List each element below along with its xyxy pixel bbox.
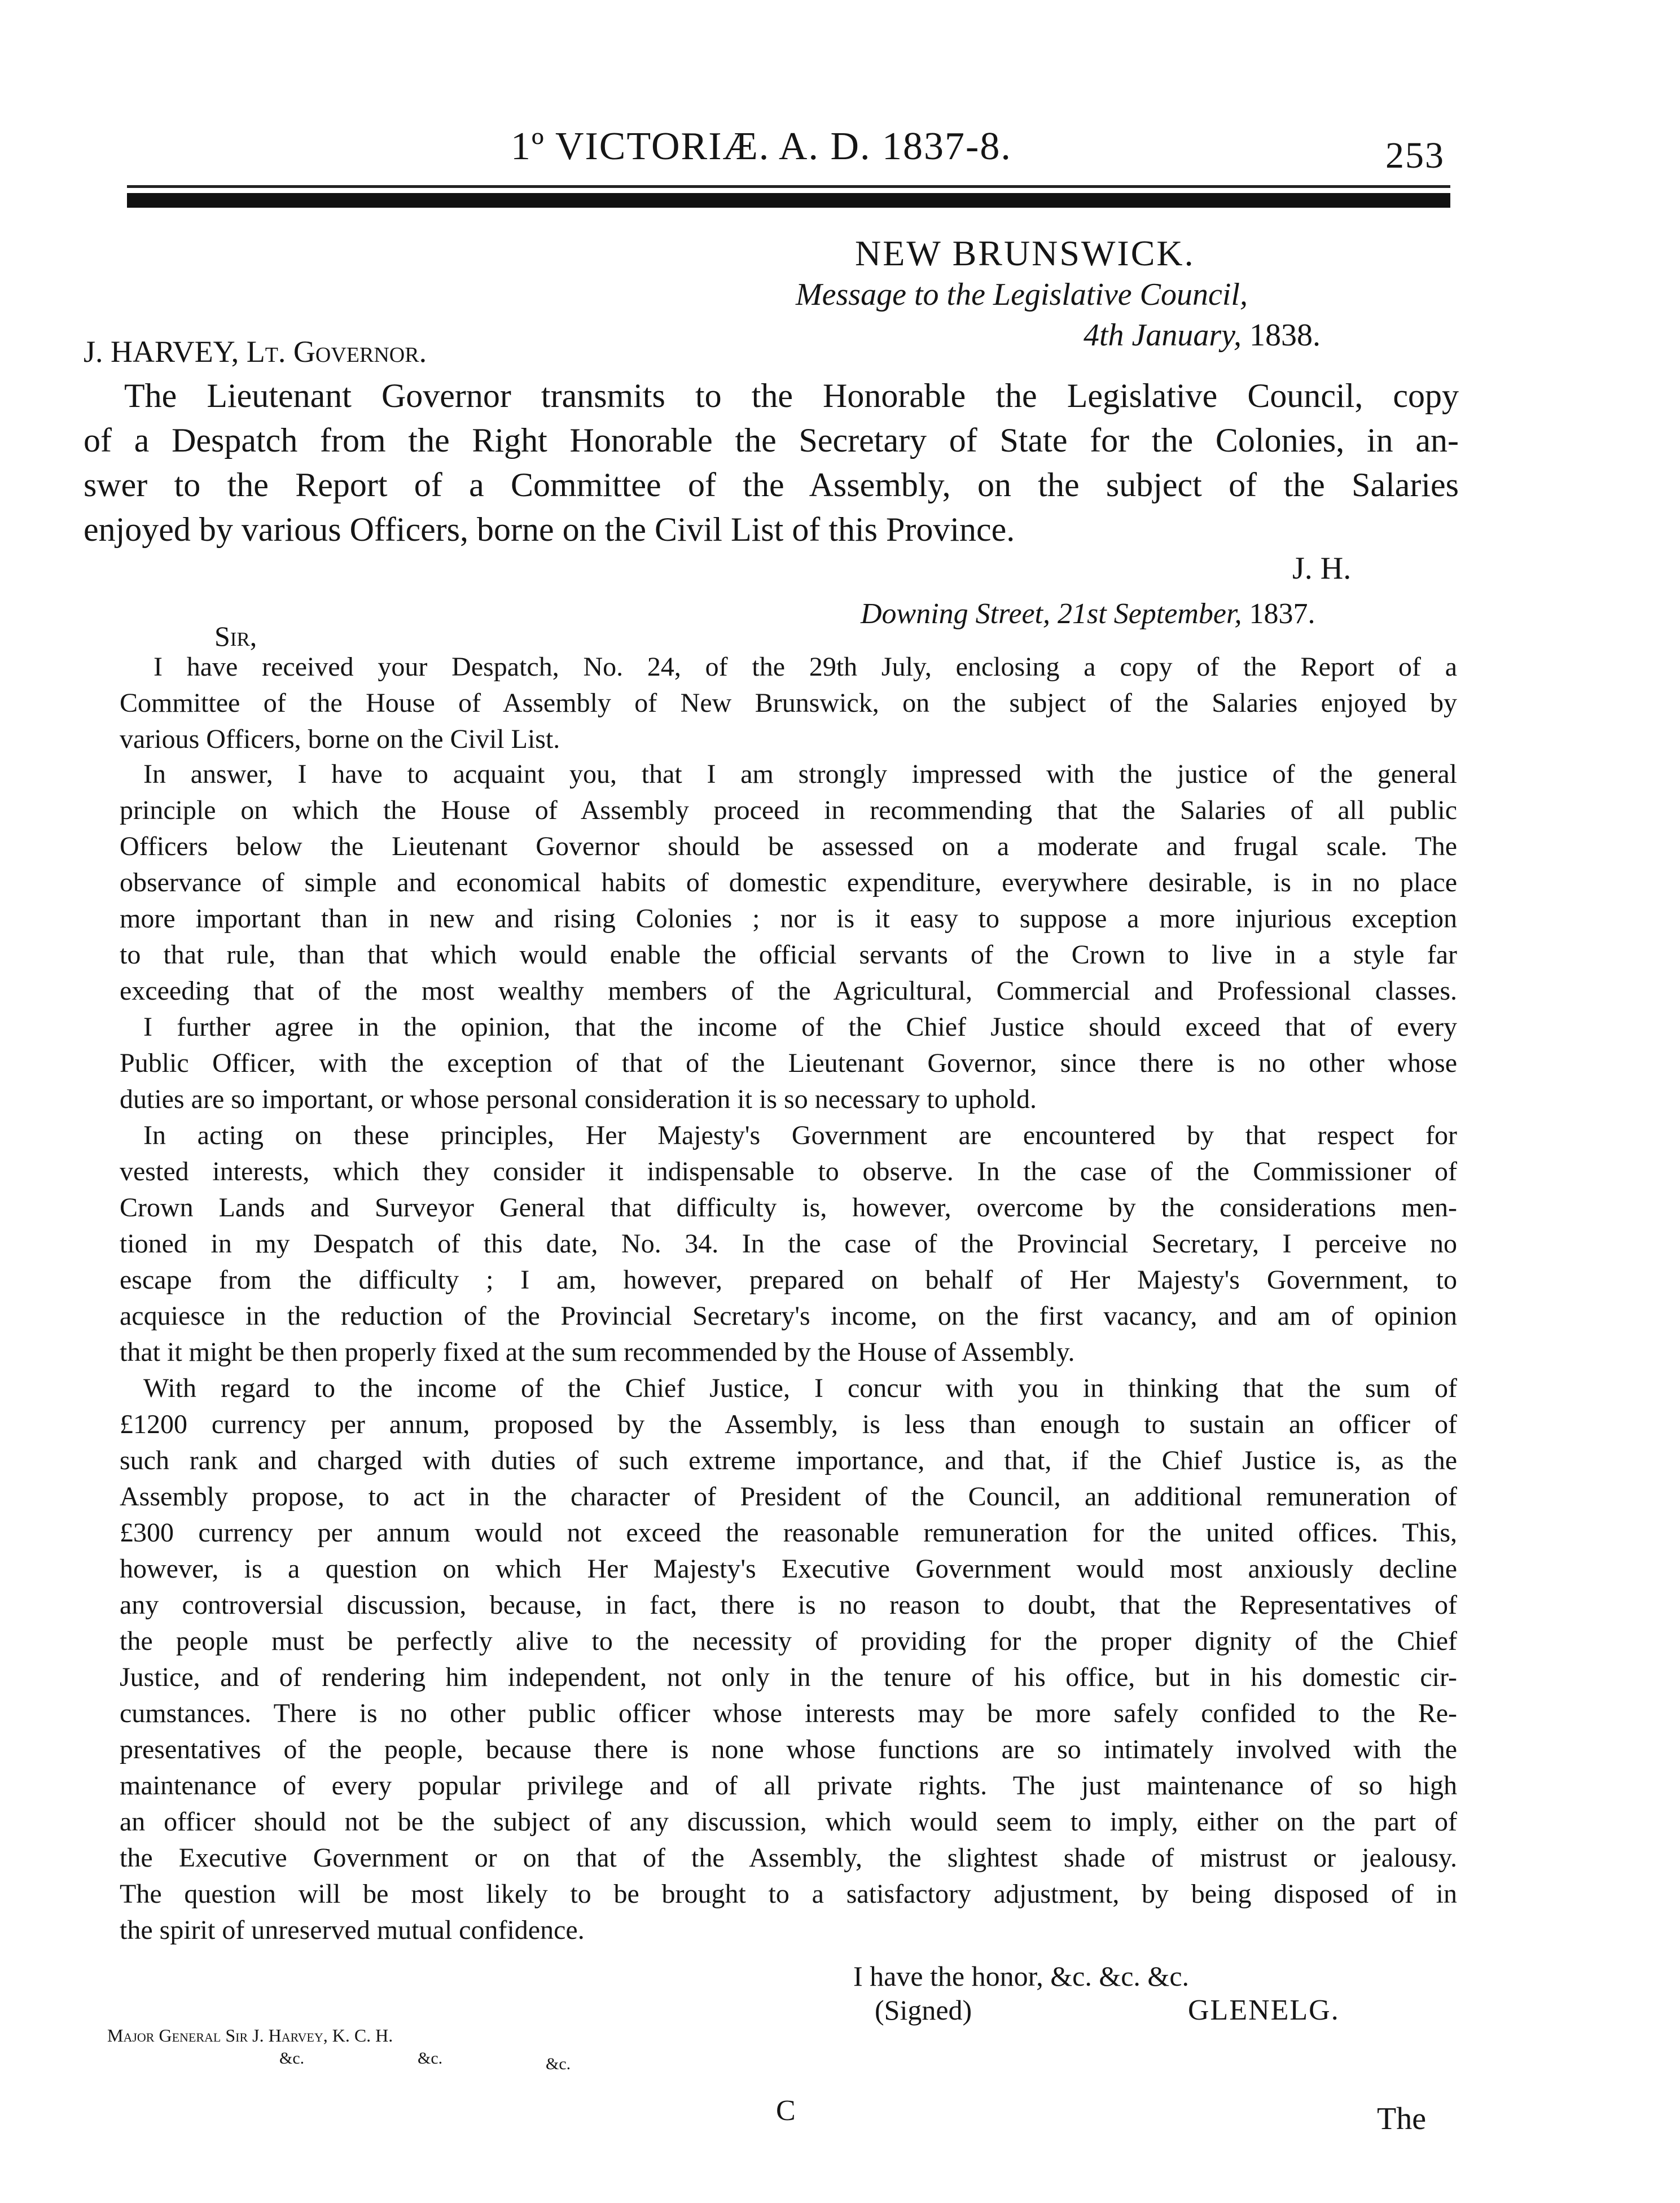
message-initials: J. H. (1292, 551, 1352, 586)
despatch-line: maintenance of every popular privilege and of all private rights. The just maintenance of so high (120, 1771, 1457, 1801)
addressee-etc: &c. (279, 2049, 305, 2068)
message-line: swer to the Report of a Committee of the Assembly, on the subject of the Salaries (84, 466, 1459, 503)
header-rule-thin (127, 185, 1450, 188)
despatch-line-last: that it might be then properly fixed at the sum recommended by the House of Assembly. (120, 1337, 1075, 1367)
place-heading: NEW BRUNSWICK. (855, 233, 1195, 273)
despatch-line: escape from the difficulty ; I am, however, prepared on behalf of Her Majesty's Government, to (120, 1265, 1457, 1295)
addressee: Major General Sir J. Harvey, K. C. H. (107, 2025, 393, 2046)
despatch-line: more important than in new and rising Colonies ; nor is it easy to suppose a more injurious exception (120, 904, 1457, 934)
despatch-line: With regard to the income of the Chief Justice, I concur with you in thinking that the sum of (143, 1373, 1457, 1403)
message-date-day: 4th January, (1084, 318, 1242, 353)
despatch-line: acquiesce in the reduction of the Provincial Secretary's income, on the first vacancy, and am of opinion (120, 1301, 1457, 1331)
despatch-line: Committee of the House of Assembly of New Brunswick, on the subject of the Salaries enjoyed by (120, 688, 1457, 718)
despatch-line-last: the spirit of unreserved mutual confidence. (120, 1915, 585, 1945)
despatch-line: however, is a question on which Her Majesty's Executive Government would most anxiously decline (120, 1554, 1457, 1584)
message-date-year: 1838. (1249, 318, 1321, 353)
despatch-line: the Executive Government or on that of the Assembly, the slightest shade of mistrust or jealousy. (120, 1843, 1457, 1873)
signature-mark: C (776, 2095, 796, 2127)
despatch-line: In answer, I have to acquaint you, that I am strongly impressed with the justice of the general (143, 759, 1457, 789)
despatch-line: vested interests, which they consider it indispensable to observe. In the case of the Commissioner of (120, 1157, 1457, 1186)
despatch-line: Officers below the Lieutenant Governor should be assessed on a moderate and frugal scale. The (120, 831, 1457, 861)
closing-formula: I have the honor, &c. &c. &c. (853, 1960, 1190, 1992)
despatch-line: the people must be perfectly alive to the necessity of providing for the proper dignity of the Chief (120, 1626, 1457, 1656)
despatch-line: principle on which the House of Assembly proceed in recommending that the Salaries of all public (120, 795, 1457, 825)
despatch-line: I further agree in the opinion, that the income of the Chief Justice should exceed that of every (143, 1012, 1457, 1042)
addressee-etc: &c. (546, 2055, 571, 2073)
despatch-dateline (861, 597, 1315, 630)
dateline-year: 1837. (1249, 598, 1315, 630)
despatch-line: Crown Lands and Surveyor General that difficulty is, however, overcome by the considerations men- (120, 1193, 1457, 1223)
despatch-line: In acting on these principles, Her Majesty's Government are encountered by that respect for (143, 1120, 1457, 1150)
addressee-etc: &c. (418, 2049, 443, 2068)
salutation: Sir, (214, 620, 257, 652)
dateline-place: Downing Street, 21st September, (861, 598, 1242, 630)
despatch-line: I have received your Despatch, No. 24, of the 29th July, enclosing a copy of the Report of a (153, 652, 1457, 682)
despatch-line: tioned in my Despatch of this date, No. 34. In the case of the Provincial Secretary, I perceive no (120, 1229, 1457, 1259)
message-signatory: J. HARVEY, Lt. Governor. (84, 335, 427, 369)
despatch-line: cumstances. There is no other public officer whose interests may be more safely confided to the Re- (120, 1698, 1457, 1728)
message-line-last: enjoyed by various Officers, borne on the Civil List of this Province. (84, 511, 1015, 548)
despatch-line: an officer should not be the subject of any discussion, which would seem to imply, either on the part of (120, 1807, 1457, 1837)
despatch-line: Assembly propose, to act in the character of President of the Council, an additional remuneration of (120, 1482, 1457, 1512)
despatch-line: observance of simple and economical habits of domestic expenditure, everywhere desirable, is in no place (120, 868, 1457, 897)
message-date (1084, 317, 1321, 353)
running-title: 1º VICTORIÆ. A. D. 1837-8. (511, 125, 1012, 168)
despatch-line: any controversial discussion, because, in fact, there is no reason to doubt, that the Representatives of (120, 1590, 1457, 1620)
despatch-line: The question will be most likely to be brought to a satisfactory adjustment, by being disposed of in (120, 1879, 1457, 1909)
despatch-line-last: duties are so important, or whose personal consideration it is so necessary to uphold. (120, 1084, 1037, 1114)
signed-label: (Signed) (875, 1994, 972, 2026)
signature: GLENELG. (1188, 1994, 1340, 2026)
despatch-line: presentatives of the people, because there is none whose functions are so intimately involved with the (120, 1735, 1457, 1764)
despatch-line: Justice, and of rendering him independent, not only in the tenure of his office, but in his domestic cir- (120, 1662, 1457, 1692)
despatch-line: £300 currency per annum would not exceed the reasonable remuneration for the united offices. This, (120, 1518, 1457, 1548)
catchword: The (1377, 2101, 1427, 2136)
message-subtitle: Message to the Legislative Council, (796, 277, 1248, 312)
despatch-line: such rank and charged with duties of such extreme importance, and that, if the Chief Justice is, as the (120, 1446, 1457, 1475)
despatch-line-last: various Officers, borne on the Civil List. (120, 724, 560, 754)
despatch-line: Public Officer, with the exception of that of the Lieutenant Governor, since there is no other whose (120, 1048, 1457, 1078)
message-line: The Lieutenant Governor transmits to the Honorable the Legislative Council, copy (124, 377, 1459, 414)
despatch-line: exceeding that of the most wealthy members of the Agricultural, Commercial and Professional classes. (120, 976, 1457, 1006)
despatch-line: to that rule, than that which would enable the official servants of the Crown to live in a style far (120, 940, 1457, 970)
header-rule-thick (127, 193, 1450, 208)
page-number: 253 (1385, 135, 1445, 176)
despatch-line: £1200 currency per annum, proposed by the Assembly, is less than enough to sustain an officer of (120, 1409, 1457, 1439)
message-line: of a Despatch from the Right Honorable the Secretary of State for the Colonies, in an- (84, 422, 1459, 459)
